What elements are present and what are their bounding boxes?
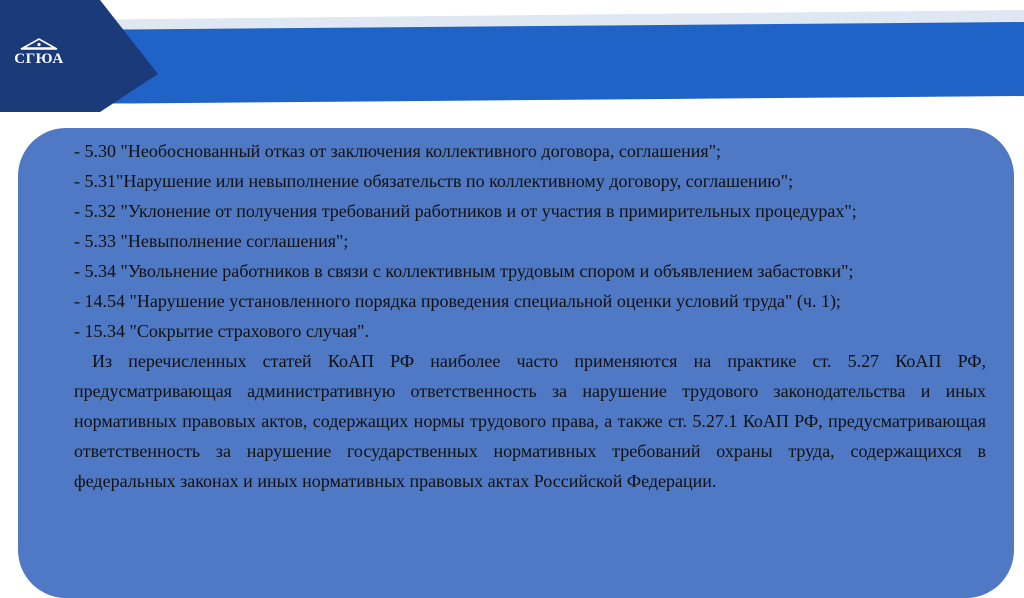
content-panel <box>18 128 1014 598</box>
article-item: - 5.34 "Увольнение работников в связи с коллективным трудовым спором и объявлением забастовки"; <box>74 261 854 281</box>
article-item: - 5.32 "Уклонение от получения требований работников и от участия в примирительных процедурах"; <box>74 201 857 221</box>
institution-logo <box>14 36 64 80</box>
conclusion-paragraph: Из перечисленных статей КоАП РФ наиболее часто применяются на практике ст. 5.27 КоАП РФ, предусматривающая административную ответственность за нарушение трудового законодательства и иных нормативных правовых актов, содержащих нормы трудового права, а также ст. 5.27.1 КоАП РФ, предусматривающая ответственность за нарушение государственных нормативных требований охраны труда, содержащихся в федеральных законах и иных нормативных правовых актах Российской Федерации. <box>74 351 986 491</box>
article-item: - 5.31"Нарушение или невыполнение обязательств по коллективному договору, соглашению"; <box>74 171 794 191</box>
article-item: - 14.54 "Нарушение установленного порядка проведения специальной оценки условий труда" (ч. 1); <box>74 291 841 311</box>
article-item: - 15.34 "Сокрытие страхового случая". <box>74 321 370 341</box>
header-blue-stripe <box>60 18 1024 104</box>
header-banner <box>0 0 1024 120</box>
article-item: - 5.30 "Необоснованный отказ от заключения коллективного договора, соглашения"; <box>74 141 722 161</box>
building-icon <box>19 36 59 50</box>
logo-text: СГЮА <box>14 51 64 67</box>
article-item: - 5.33 "Невыполнение соглашения"; <box>74 231 349 251</box>
